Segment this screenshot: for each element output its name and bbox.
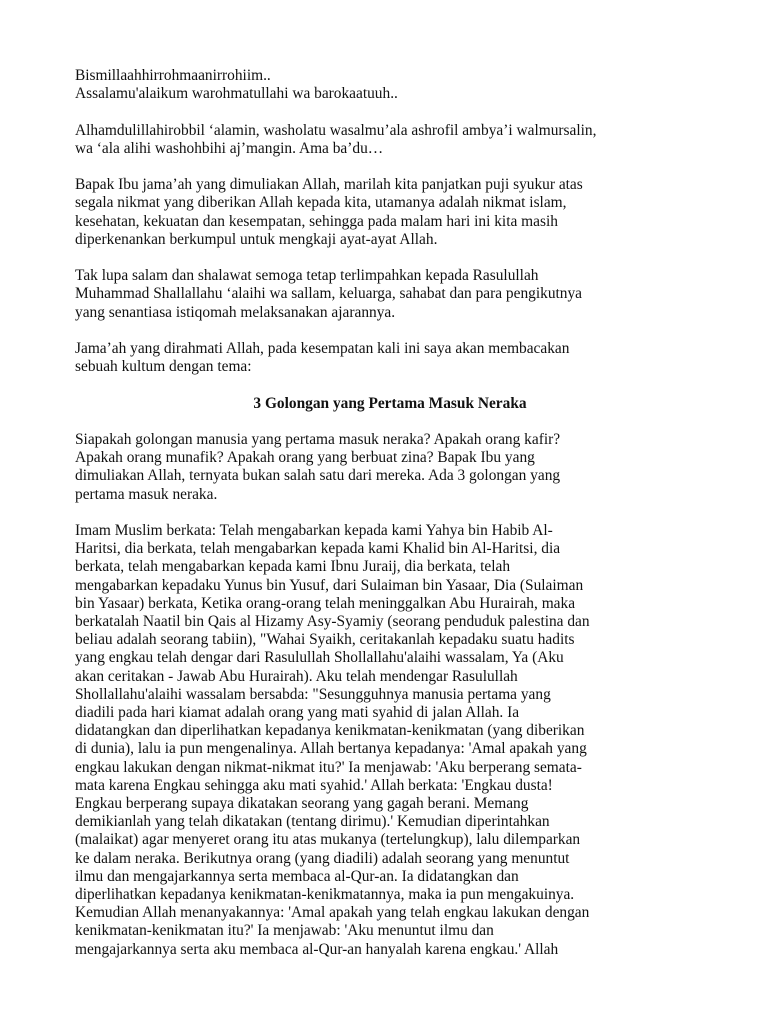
text-line: Alhamdulillahirobbil ‘alamin, washolatu wasalmu’ala ashrofil ambya’i walmursalin, xyxy=(75,121,597,139)
text-line: bin Yasaar) berkata, Ketika orang-orang telah meninggalkan Abu Hurairah, maka xyxy=(75,594,576,612)
greeting-paragraph xyxy=(75,176,705,249)
text-line: pertama masuk neraka. xyxy=(75,485,218,503)
text-line: didatangkan dan diperlihatkan kepadanya kenikmatan-kenikmatan (yang diberikan xyxy=(75,722,585,740)
text-line: Bismillaahhirrohmaanirrohiim.. xyxy=(75,67,271,84)
text-line: diperkenankan berkumpul untuk mengkaji ayat-ayat Allah. xyxy=(75,230,438,248)
text-line: Imam Muslim berkata: Telah mengabarkan kepada kami Yahya bin Habib Al- xyxy=(75,521,553,539)
opening-salutation xyxy=(75,67,705,103)
text-line: Jama’ah yang dirahmati Allah, pada kesempatan kali ini saya akan membacakan xyxy=(75,339,570,357)
text-line: Tak lupa salam dan shalawat semoga tetap terlimpahkan kepada Rasulullah xyxy=(75,267,539,285)
text-line: ke dalam neraka. Berikutnya orang (yang diadili) adalah seorang yang menuntut xyxy=(75,849,570,867)
text-line: sebuah kultum dengan tema: xyxy=(75,358,252,376)
hadith-paragraph xyxy=(75,522,705,959)
text-line: segala nikmat yang diberikan Allah kepada kita, utamanya adalah nikmat islam, xyxy=(75,194,567,212)
text-line: berkata, telah mengabarkan kepada kami Ibnu Juraij, dia berkata, telah xyxy=(75,558,511,576)
text-line: berkatalah Naatil bin Qais al Hizamy Asy-Syamiy (seorang penduduk palestina dan xyxy=(75,612,590,630)
text-line: Bapak Ibu jama’ah yang dimuliakan Allah, marilah kita panjatkan puji syukur atas xyxy=(75,176,583,194)
text-line: engkau lakukan dengan nikmat-nikmat itu?' Ia menjawab: 'Aku berperang semata- xyxy=(75,758,582,776)
text-line: mata karena Engkau sehingga aku mati syahid.' Allah berkata: 'Engkau dusta! xyxy=(75,776,553,794)
text-line: Kemudian Allah menanyakannya: 'Amal apakah yang telah engkau lakukan dengan xyxy=(75,904,590,922)
intro-paragraph xyxy=(75,340,705,376)
text-line: kesehatan, kekuatan dan kesempatan, sehingga pada malam hari ini kita masih xyxy=(75,212,558,230)
text-line: yang engkau telah dengar dari Rasulullah Shollallahu'alaihi wassalam, Ya (Aku xyxy=(75,649,564,667)
text-line: Shollallahu'alaihi wassalam bersabda: "Sesungguhnya manusia pertama yang xyxy=(75,685,551,703)
text-line: dimuliakan Allah, ternyata bukan salah satu dari mereka. Ada 3 golongan yang xyxy=(75,467,561,485)
text-line: Muhammad Shallallahu ‘alaihi wa sallam, keluarga, sahabat dan para pengikutnya xyxy=(75,285,583,303)
question-paragraph xyxy=(75,431,705,504)
text-line: Siapakah golongan manusia yang pertama masuk neraka? Apakah orang kafir? xyxy=(75,430,561,448)
text-line: kenikmatan-kenikmatan itu?' Ia menjawab: 'Aku menuntut ilmu dan xyxy=(75,922,494,940)
text-line: Haritsi, dia berkata, telah mengabarkan kepada kami Khalid bin Al-Haritsi, dia xyxy=(75,540,561,558)
text-line: mengajarkannya serta aku membaca al-Qur-an hanyalah karena engkau.' Allah xyxy=(75,940,559,958)
hamdalah-paragraph xyxy=(75,122,705,158)
text-line: Assalamu'alaikum warohmatullahi wa barokaatuuh.. xyxy=(75,85,398,103)
text-line: (malaikat) agar menyeret orang itu atas mukanya (tertelungkup), lalu dilemparkan xyxy=(75,831,581,849)
text-line: ilmu dan mengajarkannya serta membaca al-Qur-an. Ia didatangkan dan xyxy=(75,867,519,885)
text-line: akan ceritakan - Jawab Abu Hurairah). Aku telah mendengar Rasulullah xyxy=(75,667,518,685)
text-line: beliau adalah seorang tabiin), "Wahai Syaikh, ceritakanlah kepadaku suatu hadits xyxy=(75,631,575,649)
text-line: Apakah orang munafik? Apakah orang yang berbuat zina? Bapak Ibu yang xyxy=(75,449,535,467)
text-line: di dunia), lalu ia pun mengenalinya. Allah bertanya kepadanya: 'Amal apakah yang xyxy=(75,740,587,758)
text-line: demikianlah yang telah dikatakan (tentang dirimu).' Kemudian diperintahkan xyxy=(75,813,550,831)
shalawat-paragraph xyxy=(75,267,705,322)
text-line: Engkau berperang supaya dikatakan seorang yang gagah berani. Memang xyxy=(75,795,529,813)
document-page xyxy=(75,67,705,977)
text-line: diperlihatkan kepadanya kenikmatan-kenikmatannya, maka ia pun mengakuinya. xyxy=(75,886,575,904)
text-line: yang senantiasa istiqomah melaksanakan ajarannya. xyxy=(75,303,396,321)
text-line: wa ‘ala alihi washohbihi aj’mangin. Ama ba’du… xyxy=(75,139,384,157)
document-title: 3 Golongan yang Pertama Masuk Neraka xyxy=(253,394,527,412)
text-line: diadili pada hari kiamat adalah orang yang mati syahid di jalan Allah. Ia xyxy=(75,704,520,721)
text-line: mengabarkan kepadaku Yunus bin Yusuf, dari Sulaiman bin Yasaar, Dia (Sulaiman xyxy=(75,576,584,594)
